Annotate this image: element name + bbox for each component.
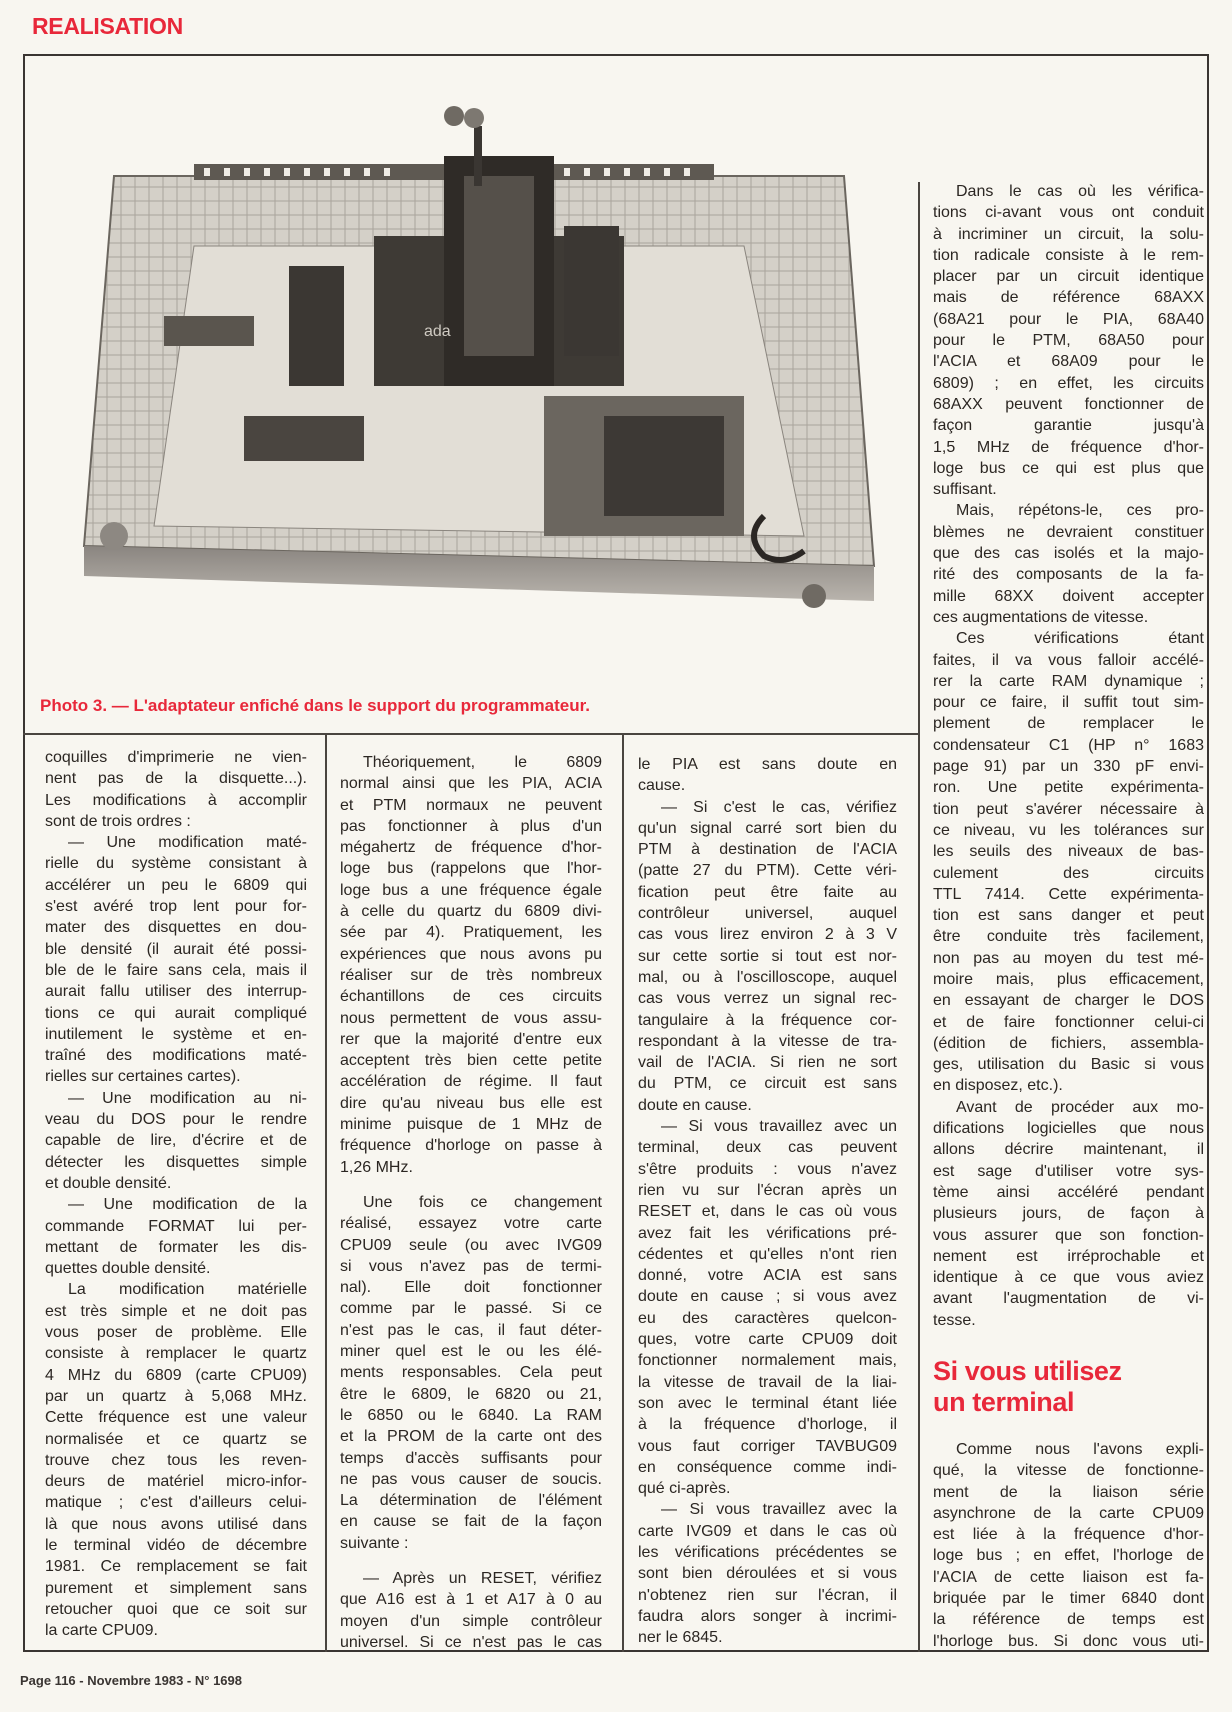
page-footer: Page 116 - Novembre 1983 - N° 1698 [20,1673,242,1688]
text-line: fréquence d'horloge on passe à [340,1137,602,1155]
text-line: 68AXX peuvent fonctionner de [933,395,1204,413]
text-line: sont bien déroulées et si vous [638,1565,897,1583]
text-line: mal, ou à l'oscilloscope, auquel [638,968,897,986]
text-line: là que nous avons utilisé dans [45,1515,307,1533]
text-line: qué, la vitesse de fonctionne- [933,1462,1204,1480]
text-line: suffisant. [933,481,997,499]
paragraph [638,1116,897,1499]
text-line: être le 6809, le 6820 ou 21, [340,1385,602,1403]
text-line: tesse. [933,1311,976,1329]
text-line: 1,26 MHz. [340,1158,413,1176]
paragraph [45,832,307,1088]
text-column-1 [45,747,307,1641]
text-line: cas vous lirez environ 2 à 3 V [638,926,897,944]
paragraph [45,1194,307,1279]
text-line: temps d'accès suffisants pour [340,1449,602,1467]
subheading-line: Si vous utilisez [933,1356,1122,1386]
text-line: nous permettent de vous assu- [340,1009,602,1027]
text-line: ments responsables. Cela peut [340,1364,602,1382]
text-line: accélération de régime. Il faut [340,1073,602,1091]
text-line: avez fait les vérifications pré- [638,1224,897,1242]
text-line: 1,5 MHz de fréquence d'hor- [933,438,1204,456]
text-line: Mais, répétons-le, ces pro- [956,502,1204,520]
text-line: ques, votre carte CPU09 doit [638,1331,897,1349]
text-line: le PIA est sans doute en [638,756,897,773]
paragraph [933,1439,1204,1652]
text-line: dire qu'au niveau bus elle est [340,1094,602,1112]
text-line: traîné des modifications maté- [45,1047,307,1065]
text-line: Théoriquement, le 6809 [363,754,602,771]
text-line: en cause se fait de la façon [340,1513,602,1531]
text-line: réalisé, essayez votre carte [340,1215,602,1233]
text-line: faudra alors songer à incrimi- [638,1607,897,1625]
column-divider [325,733,327,1652]
text-line: ces augmentations de vitesse. [933,608,1149,626]
text-line: vous poser de problème. Elle [45,1324,307,1342]
section-title: REALISATION [32,13,183,39]
text-line: n'est pas le cas, il faut déter- [340,1321,602,1339]
text-line: à celle du quartz du 6809 divi- [340,903,602,921]
text-line: difications logicielles que nous [933,1120,1204,1138]
text-line: retoucher quoi que ce soit sur [45,1600,307,1618]
text-line: façon garantie jusqu'à [933,417,1204,435]
text-line: loge bus ce qui est plus que [933,459,1204,477]
text-line: Les modifications à accomplir [45,791,307,809]
text-line: tangulaire à la fréquence cor- [638,1011,897,1029]
paragraph [45,747,307,832]
paragraph [45,1279,307,1641]
text-line: rité des composants de la fa- [933,566,1204,584]
board-marking: ada [424,323,451,340]
photo-caption: Photo 3. — L'adaptateur enfiché dans le support du programmateur. [40,696,591,715]
text-line: inutilement le système et en- [45,1025,307,1043]
paragraph [933,1097,1204,1331]
text-line: — Une modification maté- [68,834,307,852]
text-line: tions ce qui aurait compliqué [45,1004,307,1022]
text-line: est sage d'utiliser votre sys- [933,1162,1204,1180]
subheading-line: un terminal [933,1387,1075,1417]
text-line: RESET et, dans le cas où vous [638,1203,897,1221]
text-line: Cette fréquence est une valeur [45,1409,307,1427]
text-line: mettant de formater les dis- [45,1238,307,1256]
text-line: ble de le faire sans cela, mais il [45,961,307,979]
text-line: et double densité. [45,1174,172,1192]
text-line: ron. Une petite expérimenta- [933,779,1204,797]
text-line: placer par un circuit identique [933,268,1204,286]
text-line: échantillons de ces circuits [340,988,602,1006]
text-line: nement est irréprochable et [933,1247,1204,1265]
paragraph [340,1192,602,1554]
text-line: ble densité (il aurait été possi- [45,940,307,958]
text-line: TTL 7414. Cette expérimenta- [933,885,1204,903]
text-line: non pas au moyen du test mé- [933,949,1204,967]
text-line: avant l'augmentation de vi- [933,1290,1204,1308]
text-line: ne pas vous causer de soucis. [340,1470,602,1488]
text-line: tème ainsi accéléré pendant [933,1183,1204,1201]
text-line: ce niveau, vu les tolérances sur [933,821,1204,839]
text-line: rer la carte RAM dynamique ; [933,672,1204,690]
text-line: eu des caractères quelcon- [638,1309,897,1327]
text-column-4-bottom [933,1439,1204,1652]
text-line: Ces vérifications étant [956,630,1204,648]
text-line: cédentes et qu'elles n'ont rien [638,1245,897,1263]
text-line: nal). Elle doit fonctionner [340,1279,602,1297]
text-line: (68A21 pour le PIA, 68A40 [933,310,1204,328]
text-line: rielles sur certaines cartes). [45,1068,241,1086]
text-line: s'être produits : vous n'avez [638,1160,897,1178]
text-line: 4 MHz du 6809 (carte CPU09) [45,1366,307,1384]
text-line: commande FORMAT lui per- [45,1217,307,1235]
text-line: cause. [638,777,686,795]
text-line: en essayant de charger le DOS [933,992,1204,1010]
text-line: moyen d'un simple contrôleur [340,1612,602,1630]
paragraph [340,1568,602,1653]
caption-rule [23,733,919,735]
text-line: allons décrire maintenant, il [933,1141,1204,1159]
text-line: veau du DOS pour le rendre [45,1111,307,1129]
text-line: détecter les disquettes simple [45,1153,307,1171]
text-line: le 6850 ou le 6840. La RAM [340,1406,602,1424]
text-line: — Après un RESET, vérifiez [363,1569,602,1587]
text-line: loge bus a une fréquence égale [340,881,602,899]
text-line: consiste à remplacer le quartz [45,1345,307,1363]
paragraph [933,628,1204,1097]
text-line: purement et simplement sans [45,1579,307,1597]
text-line: mégahertz de fréquence d'hor- [340,839,602,857]
text-line: sur cette sortie si tout est nor- [638,947,897,965]
text-line: loge bus ; en effet, l'horloge de [933,1547,1204,1565]
text-line: minime puisque de 1 MHz de [340,1116,602,1134]
text-line: miner quel est le ou les élé- [340,1343,602,1361]
text-line: mille 68XX doivent accepter [933,587,1204,605]
text-line: qué ci-après. [638,1480,731,1498]
text-line: à incriminer un circuit, la solu- [933,225,1204,243]
paragraph [933,500,1204,628]
text-line: 6809) ; en effet, les circuits [933,374,1204,392]
text-line: Dans le cas où les vérifica- [956,183,1204,200]
text-line: vous assurer que son fonction- [933,1226,1204,1244]
text-line: La modification matérielle [68,1281,307,1299]
text-line: briquée par le timer 6840 dont [933,1590,1204,1608]
paragraph [638,797,897,1116]
text-line: fonctionner normalement mais, [638,1352,897,1370]
text-line: tion peut s'avérer nécessaire à [933,800,1204,818]
text-line: vail de l'ACIA. Si rien ne sort [638,1054,897,1072]
text-line: suivante : [340,1534,409,1552]
text-line: mater des disquettes en dou- [45,919,307,937]
paragraph [933,181,1204,500]
text-line: que A16 est à 1 et A17 à 0 au [340,1591,602,1609]
column-divider [622,733,624,1652]
text-line: La détermination de l'élément [340,1492,602,1510]
text-line: — Si c'est le cas, vérifiez [661,798,897,816]
text-line: acceptent très bien cette petite [340,1052,602,1070]
text-line: réaliser sur de très nombreux [340,966,602,984]
text-line: identique à ce que vous aviez [933,1269,1204,1287]
text-line: ment de la liaison série [933,1483,1204,1501]
text-column-2 [340,752,602,1653]
text-line: son avec le terminal étant liée [638,1394,897,1412]
text-line: plement de remplacer le [933,715,1204,733]
text-line: tion radicale consiste à le rem- [933,246,1204,264]
text-line: et PTM normaux ne peuvent [340,796,602,814]
text-line: la référence de temps est [933,1611,1204,1629]
column-divider [918,182,920,1652]
text-line: — Si vous travaillez avec la [661,1501,897,1519]
text-line: pour ce faire, il suffit tout sim- [933,694,1204,712]
text-line: Avant de procéder aux mo- [956,1098,1204,1116]
text-line: trouve chez tous les reven- [45,1451,307,1469]
text-line: donné, votre ACIA est sans [638,1267,897,1285]
text-line: les seuils des niveaux de bas- [933,843,1204,861]
text-line: du PTM, ce circuit est sans [638,1075,897,1093]
text-line: et la PROM de la carte ont des [340,1428,602,1446]
text-line: et de faire fonctionner celui-ci [933,1013,1204,1031]
text-line: CPU09 seule (ou avec IVG09 [340,1236,602,1254]
text-line: universel. Si ce n'est pas le cas [340,1633,602,1651]
text-line: accélérer un peu le 6809 qui [45,876,307,894]
text-line: les vérifications précédentes se [638,1543,897,1561]
text-line: vous faut corriger TAVBUG09 [638,1437,897,1455]
text-line: l'horloge bus. Si donc vous uti- [933,1632,1204,1650]
text-line: (édition de fichiers, assembla- [933,1034,1204,1052]
text-line: moire mais, plus efficacement, [933,970,1204,988]
text-line: capable de lire, d'écrire et de [45,1132,307,1150]
text-line: contrôleur universel, auquel [638,905,897,923]
text-line: est très simple et ne doit pas [45,1302,307,1320]
text-line: cas vous verrez un signal rec- [638,990,897,1008]
text-line: plusieurs jours, de façon à [933,1205,1204,1223]
paragraph [638,1499,897,1648]
paragraph [638,754,897,797]
text-line: que des cas isolés et la majo- [933,545,1204,563]
text-line: qu'un signal carré sort bien du [638,819,897,837]
text-line: le terminal vidéo de décembre [45,1536,307,1554]
text-line: à la fréquence d'horloge, il [638,1416,897,1434]
text-line: s'est avéré trop lent pour for- [45,898,307,916]
text-line: asynchrone de la carte CPU09 [933,1504,1204,1522]
text-line: — Une modification au ni- [68,1089,307,1107]
text-line: nent pas de la disquette...). [45,770,307,788]
text-line: (patte 27 du PTM). Cette véri- [638,862,897,880]
text-line: doute en cause ; si vous avez [638,1288,897,1306]
text-line: ner le 6845. [638,1629,723,1647]
text-line: normalisée et ce quartz se [45,1430,307,1448]
text-line: respondant à la vitesse de tra- [638,1032,897,1050]
paragraph [340,752,602,1178]
text-line: la vitesse de travail de la liai- [638,1373,897,1391]
text-line: est liée à la fréquence d'hor- [933,1526,1204,1544]
text-line: aurait fallu utiliser des interrup- [45,983,307,1001]
text-line: normal ainsi que les PIA, ACIA [340,775,602,793]
text-line: n'obtenez rien sur l'écran, il [638,1586,897,1604]
text-line: blèmes ne devraient constituer [933,523,1204,541]
text-line: culement des circuits [933,864,1204,882]
text-line: comme par le passé. Si ce [340,1300,602,1318]
text-line: rer que la majorité d'entre eux [340,1030,602,1048]
text-line: la carte CPU09. [45,1622,158,1640]
text-line: tions ci-avant vous ont conduit [933,204,1204,222]
text-column-3 [638,754,897,1648]
text-line: coquilles d'imprimerie ne vien- [45,749,307,766]
text-line: fication peut être faite au [638,883,897,901]
text-line: carte IVG09 et dans le cas où [638,1522,897,1540]
text-line: tion est sans danger et peut [933,907,1204,925]
text-line: 1981. Ce remplacement se fait [45,1558,307,1576]
text-line: mais de référence 68AXX [933,289,1204,307]
text-line: deurs de matériel micro-infor- [45,1473,307,1491]
photo-programmer-adapter [44,96,906,662]
text-line: en conséquence comme indi- [638,1458,897,1476]
text-line: l'ACIA de cette liaison est fa- [933,1568,1204,1586]
text-line: Comme nous l'avons expli- [956,1441,1204,1458]
text-line: ges, utilisation du Basic si vous [933,1056,1204,1074]
text-line: rielle du système consistant à [45,855,307,873]
text-line: pas fonctionner à plus d'un [340,817,602,835]
text-line: doute en cause. [638,1096,752,1114]
text-line: en disposez, etc.). [933,1077,1063,1095]
text-line: si vous n'avez pas de termi- [340,1257,602,1275]
text-line: page 91) par un 330 pF envi- [933,758,1204,776]
text-line: expériences que nous avons pu [340,945,602,963]
text-line: sée par 4). Pratiquement, les [340,924,602,942]
text-line: — Si vous travaillez avec un [661,1118,897,1136]
text-line: par un quartz à 5,068 MHz. [45,1387,307,1405]
paragraph [45,1088,307,1194]
text-line: être conduite très facilement, [933,928,1204,946]
text-line: loge bus (rappelons que l'hor- [340,860,602,878]
text-line: matique ; c'est d'ailleurs celui- [45,1494,307,1512]
text-line: l'ACIA et 68A09 pour le [933,353,1204,371]
text-line: PTM à destination de l'ACIA [638,841,897,859]
text-line: faites, il va vous falloir accélé- [933,651,1204,669]
subheading [933,1356,1122,1418]
text-line: pour le PTM, 68A50 pour [933,332,1204,350]
text-line: quettes double densité. [45,1260,211,1278]
text-line: condensateur C1 (HP n° 1683 [933,736,1204,754]
text-line: sont de trois ordres : [45,812,191,830]
text-line: rien vu sur l'écran après un [638,1181,897,1199]
text-line: Une fois ce changement [363,1193,602,1211]
text-column-4-top [933,181,1204,1331]
text-line: — Une modification de la [68,1196,307,1214]
text-line: terminal, deux cas peuvent [638,1139,897,1157]
